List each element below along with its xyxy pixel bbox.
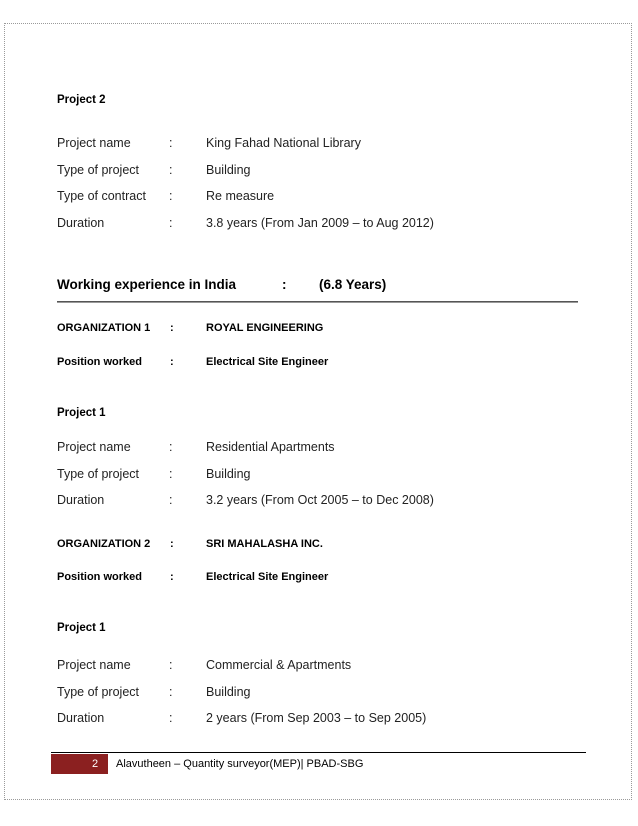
page-number: 2	[92, 758, 99, 770]
project-type-label: Type of project	[57, 685, 139, 699]
project-type-label: Type of project	[57, 163, 139, 177]
position-value: Electrical Site Engineer	[206, 571, 329, 583]
row-colon: :	[169, 467, 173, 481]
project-name-label: Project name	[57, 136, 131, 150]
organization-name: SRI MAHALASHA INC.	[206, 538, 323, 550]
row-colon: :	[169, 493, 173, 507]
organization-name: ROYAL ENGINEERING	[206, 322, 324, 334]
project-title: Project 1	[57, 407, 106, 419]
organization-label: ORGANIZATION 2	[57, 538, 151, 550]
india-experience-years: (6.8 Years)	[319, 277, 387, 292]
row-colon: :	[169, 136, 173, 150]
footer-divider	[51, 752, 586, 753]
project-name-label: Project name	[57, 658, 131, 672]
india-experience-heading: Working experience in India	[57, 277, 237, 292]
duration-value: 3.2 years (From Oct 2005 – to Dec 2008)	[206, 493, 434, 507]
position-value: Electrical Site Engineer	[206, 356, 329, 368]
heading-divider	[57, 301, 578, 303]
duration-label: Duration	[57, 216, 105, 230]
row-colon: :	[169, 711, 173, 725]
organization-label: ORGANIZATION 1	[57, 322, 151, 334]
row-colon: :	[169, 440, 173, 454]
row-colon: :	[169, 163, 173, 177]
heading-colon: :	[282, 277, 287, 292]
project-type-label: Type of project	[57, 467, 139, 481]
contract-type-value: Re measure	[206, 189, 275, 203]
project-type-value: Building	[206, 163, 251, 177]
org-colon: :	[170, 356, 174, 368]
project-name-value: King Fahad National Library	[206, 136, 361, 150]
contract-type-label: Type of contract	[57, 189, 146, 203]
project-title: Project 2	[57, 94, 106, 106]
page-number-box	[51, 754, 108, 774]
project-type-value: Building	[206, 467, 251, 481]
row-colon: :	[169, 216, 173, 230]
org-colon: :	[170, 571, 174, 583]
project-type-value: Building	[206, 685, 251, 699]
duration-label: Duration	[57, 493, 105, 507]
org-colon: :	[170, 538, 174, 550]
position-label: Position worked	[57, 356, 142, 368]
row-colon: :	[169, 685, 173, 699]
duration-label: Duration	[57, 711, 105, 725]
org-colon: :	[170, 322, 174, 334]
duration-value: 3.8 years (From Jan 2009 – to Aug 2012)	[206, 216, 434, 230]
row-colon: :	[169, 658, 173, 672]
project-name-label: Project name	[57, 440, 131, 454]
footer-text: Alavutheen – Quantity surveyor(MEP)| PBAD-SBG	[116, 758, 364, 770]
project-name-value: Commercial & Apartments	[206, 658, 352, 672]
row-colon: :	[169, 189, 173, 203]
position-label: Position worked	[57, 571, 142, 583]
project-title: Project 1	[57, 622, 106, 634]
project-name-value: Residential Apartments	[206, 440, 335, 454]
duration-value: 2 years (From Sep 2003 – to Sep 2005)	[206, 711, 427, 725]
